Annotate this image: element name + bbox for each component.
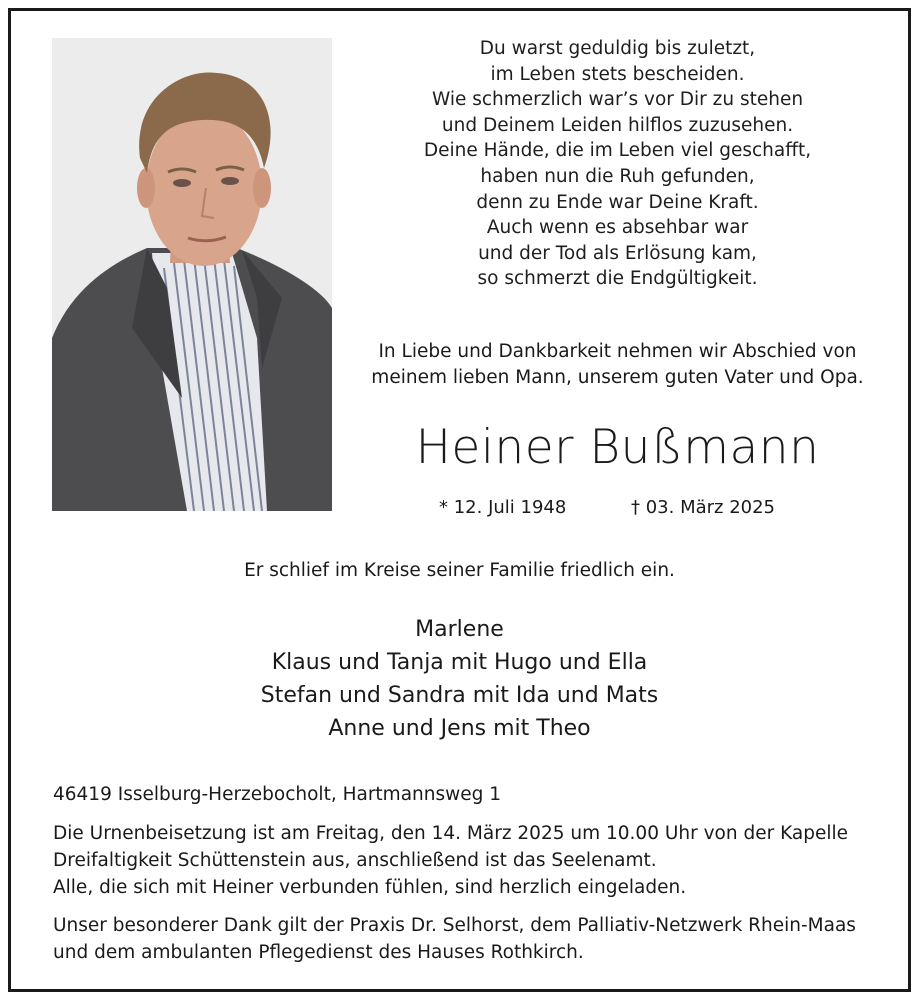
poem-line: Wie schmerzlich war’s vor Dir zu stehen <box>431 89 804 111</box>
family-member: Anne und Jens mit Theo <box>328 716 591 741</box>
burial-line: Dreifaltigkeit Schüttenstein aus, anschließend ist das Seelenamt. <box>53 850 657 871</box>
burial-line: Alle, die sich mit Heiner verbunden fühlen, sind herzlich eingeladen. <box>53 877 687 898</box>
family-list <box>0 613 919 745</box>
poem <box>345 36 890 292</box>
thanks-line: Unser besonderer Dank gilt der Praxis Dr. Selhorst, dem Palliativ-Netzwerk Rhein-Maas <box>53 915 856 936</box>
farewell-line: In Liebe und Dankbarkeit nehmen wir Abschied von <box>378 341 857 362</box>
thanks-line: und dem ambulanten Pflegedienst des Hauses Rothkirch. <box>53 942 584 963</box>
poem-line: Du warst geduldig bis zuletzt, <box>479 38 756 59</box>
poem-line: Auch wenn es absehbar war <box>486 217 749 239</box>
family-member: Klaus und Tanja mit Hugo und Ella <box>271 650 648 675</box>
farewell-line: meinem lieben Mann, unserem guten Vater und Opa. <box>371 367 864 388</box>
poem-line: und der Tod als Erlösung kam, <box>478 242 757 264</box>
poem-line: denn zu Ende war Deine Kraft. <box>476 191 759 213</box>
portrait-photo <box>52 38 332 511</box>
family-address: 46419 Isselburg-Herzebocholt, Hartmannsweg 1 <box>53 784 502 805</box>
family-member: Marlene <box>415 617 504 642</box>
death-date: † 03. März 2025 <box>631 497 776 518</box>
poem-line: und Deinem Leiden hilflos zuzusehen. <box>441 114 794 136</box>
family-member: Stefan und Sandra mit Ida und Mats <box>260 683 659 708</box>
poem-line: Deine Hände, die im Leben viel geschafft, <box>423 140 812 162</box>
poem-line: so schmerzt die Endgültigkeit. <box>477 268 758 290</box>
thanks-text <box>53 912 868 966</box>
deceased-name: Heiner Bußmann <box>415 420 820 475</box>
passing-statement: Er schlief im Kreise seiner Familie friedlich ein. <box>244 560 675 581</box>
farewell-text <box>345 339 890 391</box>
poem-line: haben nun die Ruh gefunden, <box>480 165 755 187</box>
burial-info <box>53 820 868 901</box>
birth-date: * 12. Juli 1948 <box>439 497 567 518</box>
poem-line: im Leben stets bescheiden. <box>490 63 745 85</box>
burial-line: Die Urnenbeisetzung ist am Freitag, den 14. März 2025 um 10.00 Uhr von der Kapelle <box>53 823 849 844</box>
